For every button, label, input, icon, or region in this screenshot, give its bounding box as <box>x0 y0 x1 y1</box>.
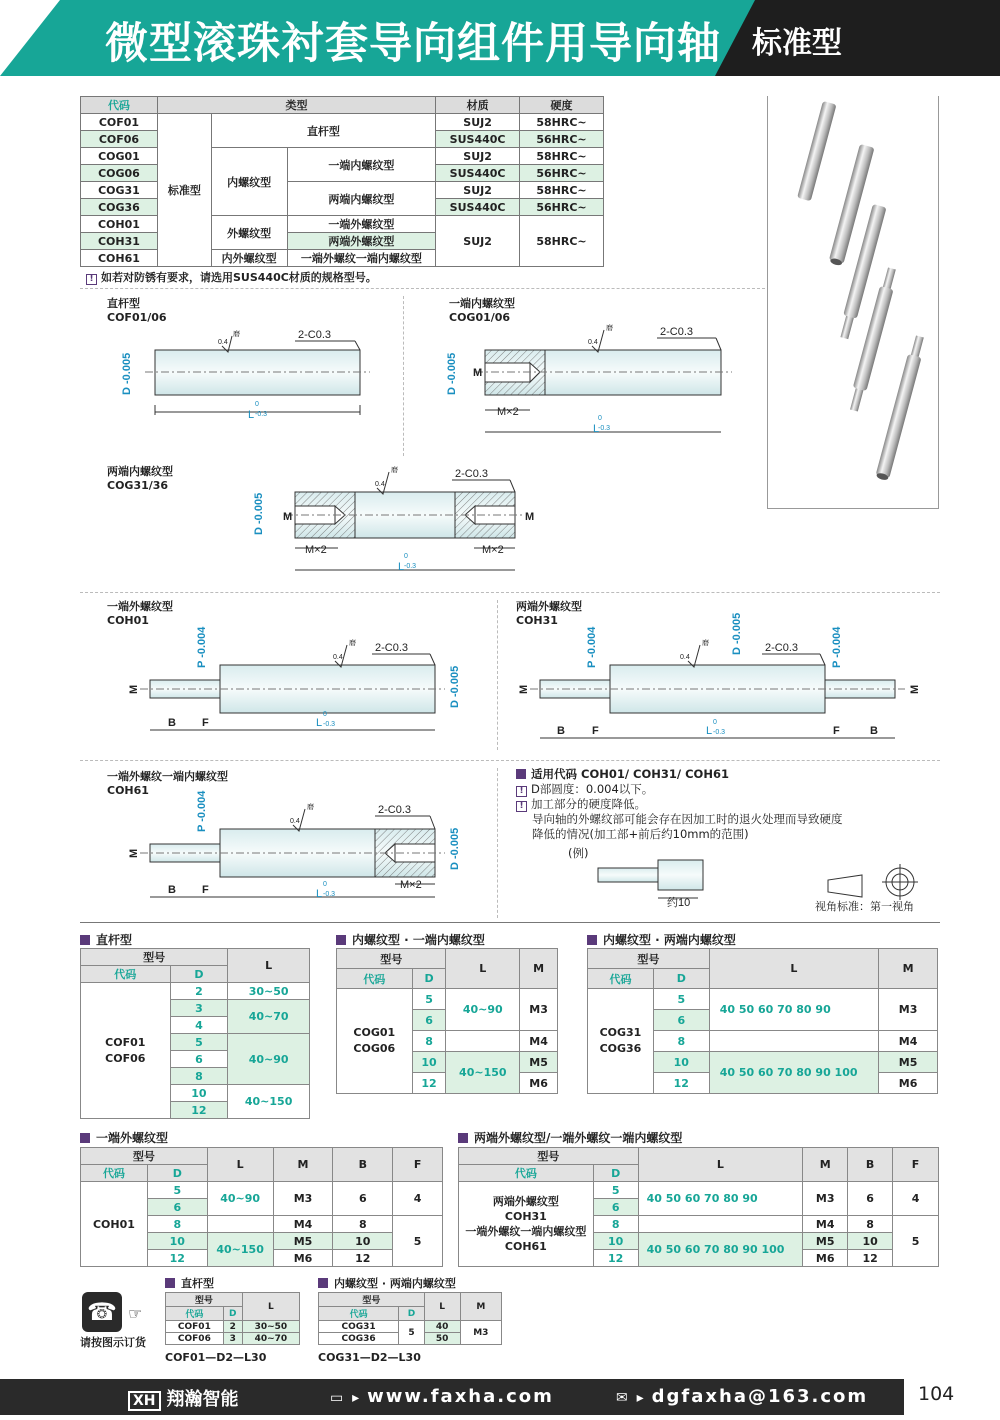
svg-text:L: L <box>248 409 255 421</box>
svg-text:D -0.005: D -0.005 <box>449 827 461 870</box>
diagram-one-internal-title: 一端内螺纹型 COG01/06 <box>449 297 515 324</box>
svg-text:约10: 约10 <box>667 897 691 909</box>
svg-text:0: 0 <box>323 711 327 718</box>
table-two-external: 型号 L M B F 代码 D 两端外螺纹型 COH31 一端外螺纹一端内螺纹型 COH61 5 40 50 60 70 80 90 M3 6 4 6 8 M4 8 5 10 40 50 60 70 80 90 100 M5 10 12 M6 12 <box>458 1147 939 1267</box>
code-cell: COG31 COG36 <box>588 989 654 1094</box>
svg-text:B: B <box>168 884 176 896</box>
svg-text:磨: 磨 <box>702 640 709 647</box>
order-ex2-title: 内螺纹型 · 两端内螺纹型 <box>318 1275 456 1291</box>
code-cell: COH01 <box>81 1182 148 1267</box>
svg-text:-0.3: -0.3 <box>713 729 726 736</box>
page-number: 104 <box>918 1383 955 1405</box>
section-two-external: 两端外螺纹型/一端外螺纹一端内螺纹型 <box>458 1129 682 1146</box>
svg-text:磨: 磨 <box>391 467 398 474</box>
svg-text:F: F <box>592 725 599 737</box>
monitor-icon: ▭ ▸ <box>330 1390 362 1406</box>
svg-text:P -0.004: P -0.004 <box>831 626 843 668</box>
spec-hardness: 58HRC~ <box>520 114 604 131</box>
spec-hardness: 56HRC~ <box>520 165 604 182</box>
drawing-two-external <box>518 613 921 738</box>
svg-text:F: F <box>202 884 209 896</box>
spec-code: COH01 <box>81 216 158 233</box>
order-ex1-code: COF01—D2—L30 <box>165 1351 267 1364</box>
table-two-internal: 型号 L M 代码 D COG31 COG36 5 40 50 60 70 80 90 M3 6 8 M4 10 40 50 60 70 80 90 100 M5 12 M6 <box>587 948 938 1094</box>
svg-text:D -0.005: D -0.005 <box>446 352 458 395</box>
section-one-external: 一端外螺纹型 <box>80 1129 168 1146</box>
order-ex1-table: 型号 L 代码 D COF01 2 30~50 COF06 3 40~70 <box>165 1292 300 1345</box>
order-ex1-title: 直杆型 <box>165 1275 214 1291</box>
drawing-straight <box>121 329 370 421</box>
table-one-external: 型号 L M B F 代码 D COH01 5 40~90 M3 6 4 6 8 M4 8 5 10 40~150 M5 10 12 M6 12 <box>80 1147 443 1267</box>
footer-brand: XH 翔瀚智能 <box>128 1385 239 1411</box>
bullet-icon <box>80 1133 90 1143</box>
spec-material: SUS440C <box>436 131 520 148</box>
bullet-icon <box>80 935 90 945</box>
svg-text:L: L <box>316 888 323 900</box>
svg-text:-0.3: -0.3 <box>323 721 336 728</box>
svg-text:P -0.004: P -0.004 <box>196 790 208 832</box>
hand-icon: ☞ <box>128 1304 143 1323</box>
svg-text:0: 0 <box>255 401 259 408</box>
footer-website[interactable]: ▭ ▸ www.faxha.com <box>330 1386 554 1407</box>
spec-hardness: 56HRC~ <box>520 131 604 148</box>
code-cell: 两端外螺纹型 COH31 一端外螺纹一端内螺纹型 COH61 <box>459 1182 594 1267</box>
bullet-icon <box>318 1278 328 1288</box>
drawing-one-internal <box>446 323 732 435</box>
spec-header-hardness: 硬度 <box>520 97 604 114</box>
svg-text:0: 0 <box>404 553 408 560</box>
svg-text:M: M <box>283 511 293 523</box>
drawing-ext-int <box>128 790 461 900</box>
code-cell: COG01 COG06 <box>337 989 413 1094</box>
spec-material: SUJ2 <box>436 148 520 165</box>
view-standard: 视角标准：第一视角 <box>815 900 914 913</box>
code-cell: COF01 COF06 <box>81 983 171 1119</box>
spec-code: COG36 <box>81 199 158 216</box>
spec-type-standard: 标准型 <box>157 114 211 267</box>
table-one-internal: 型号 L M 代码 D COG01 COG06 5 40~90 M3 6 8 M4 10 40~150 M5 12 M6 <box>336 948 558 1094</box>
svg-text:0.4: 0.4 <box>290 818 300 825</box>
svg-text:M: M <box>518 684 530 694</box>
diagram-one-external-title: 一端外螺纹型 COH01 <box>107 600 173 627</box>
diagram-two-internal-title: 两端内螺纹型 COG31/36 <box>107 465 173 492</box>
svg-text:L: L <box>706 725 713 737</box>
spec-code: COH31 <box>81 233 158 250</box>
svg-text:磨: 磨 <box>233 331 240 338</box>
section-straight: 直杆型 <box>80 931 132 948</box>
spec-hardness: 56HRC~ <box>520 199 604 216</box>
svg-text:0.4: 0.4 <box>218 339 228 346</box>
spec-hardness: 58HRC~ <box>520 148 604 165</box>
svg-text:磨: 磨 <box>349 640 356 647</box>
bullet-icon <box>587 935 597 945</box>
order-caption: 请按图示订货 <box>80 1336 146 1349</box>
section-two-internal: 内螺纹型 · 两端内螺纹型 <box>587 931 736 948</box>
type-label: 标准型 <box>752 26 842 61</box>
drawing-two-internal <box>253 465 534 573</box>
drawing-one-external <box>128 626 461 730</box>
svg-text:L: L <box>398 561 405 573</box>
svg-text:M: M <box>128 684 140 694</box>
svg-text:0.4: 0.4 <box>375 481 385 488</box>
spec-material: SUJ2 <box>436 114 520 131</box>
svg-text:L: L <box>316 717 323 729</box>
svg-text:F: F <box>833 725 840 737</box>
diagram-two-external-title: 两端外螺纹型 COH31 <box>516 600 582 627</box>
warning-icon: ! <box>516 786 527 797</box>
svg-text:2-C0.3: 2-C0.3 <box>298 329 332 341</box>
spec-header-type: 类型 <box>157 97 435 114</box>
spec-material: SUS440C <box>436 199 520 216</box>
svg-text:0.4: 0.4 <box>680 654 690 661</box>
spec-sub-one-external: 一端外螺纹型 <box>287 216 436 233</box>
svg-text:2-C0.3: 2-C0.3 <box>455 468 489 480</box>
footer-email[interactable]: ✉ ▸ dgfaxha@163.com <box>616 1386 869 1407</box>
bullet-icon <box>336 935 346 945</box>
svg-text:-0.3: -0.3 <box>255 411 268 418</box>
svg-text:0: 0 <box>598 415 602 422</box>
svg-text:0: 0 <box>713 719 717 726</box>
svg-text:0.4: 0.4 <box>588 339 598 346</box>
spec-sub-ext-int: 一端外螺纹一端内螺纹型 <box>287 250 436 267</box>
svg-text:B: B <box>168 717 176 729</box>
svg-text:2-C0.3: 2-C0.3 <box>765 642 799 654</box>
svg-text:2-C0.3: 2-C0.3 <box>375 642 409 654</box>
svg-text:-0.3: -0.3 <box>404 563 417 570</box>
svg-text:-0.3: -0.3 <box>598 425 611 432</box>
spec-sub-two-external: 两端外螺纹型 <box>287 233 436 250</box>
svg-text:B: B <box>870 725 878 737</box>
spec-material: SUS440C <box>436 165 520 182</box>
svg-text:B: B <box>557 725 565 737</box>
bullet-icon <box>516 769 526 779</box>
table-straight: 型号 L 代码 D COF01 COF06 2 30~50 3 40~70 4 5 40~90 6 8 10 40~150 12 <box>80 948 310 1119</box>
spec-code: COH61 <box>81 250 158 267</box>
warning-icon: ! <box>86 274 97 285</box>
svg-text:D -0.005: D -0.005 <box>253 492 265 535</box>
notes-block: 适用代码 COH01/ COH31/ COH61 ! D部圆度：0.004以下。 ! 加工部分的硬度降低。 导向轴的外螺纹部可能会存在因加工时的退火处理而导致硬度 降低的情况(加工部+前后约10mm的范围) (例) <box>516 767 843 861</box>
svg-text:2-C0.3: 2-C0.3 <box>378 804 412 816</box>
svg-text:M×2: M×2 <box>305 544 327 556</box>
svg-text:磨: 磨 <box>606 325 613 332</box>
mail-icon: ✉ ▸ <box>616 1390 646 1406</box>
svg-text:M×2: M×2 <box>400 879 422 891</box>
spec-type-external: 外螺纹型 <box>211 216 287 250</box>
spec-code: COG01 <box>81 148 158 165</box>
spec-material: SUJ2 <box>436 216 520 267</box>
svg-text:M: M <box>525 511 535 523</box>
svg-text:0.4: 0.4 <box>333 654 343 661</box>
svg-text:M×2: M×2 <box>482 544 504 556</box>
spec-sub-one-internal: 一端内螺纹型 <box>287 148 436 182</box>
svg-text:磨: 磨 <box>307 804 314 811</box>
svg-text:M: M <box>909 684 921 694</box>
order-ex2-code: COG31—D2—L30 <box>318 1351 421 1364</box>
spec-hardness: 58HRC~ <box>520 216 604 267</box>
svg-text:M: M <box>473 367 483 379</box>
section-one-internal: 内螺纹型 · 一端内螺纹型 <box>336 931 485 948</box>
spec-sub-two-internal: 两端内螺纹型 <box>287 182 436 216</box>
spec-code: COG06 <box>81 165 158 182</box>
svg-text:0: 0 <box>323 881 327 888</box>
svg-text:L: L <box>593 423 600 435</box>
diagram-ext-int-title: 一端外螺纹一端内螺纹型 COH61 <box>107 770 228 797</box>
svg-text:D -0.005: D -0.005 <box>121 352 133 395</box>
svg-text:D -0.005: D -0.005 <box>449 665 461 708</box>
bullet-icon <box>458 1133 468 1143</box>
svg-text:P -0.004: P -0.004 <box>196 626 208 668</box>
spec-type-inout: 内外螺纹型 <box>211 250 287 267</box>
spec-hardness: 58HRC~ <box>520 182 604 199</box>
svg-text:F: F <box>202 717 209 729</box>
order-ex2-table: 型号 L M 代码 D COG31 5 40 M3 COG36 50 <box>318 1292 502 1345</box>
warning-icon: ! <box>516 801 527 812</box>
svg-text:D -0.005: D -0.005 <box>731 612 743 655</box>
page-title: 微型滚珠衬套导向组件用导向轴 <box>105 19 721 69</box>
spec-code: COF01 <box>81 114 158 131</box>
spec-note: ! 如若对防锈有要求，请选用SUS440C材质的规格型号。 <box>86 269 377 285</box>
svg-text:-0.3: -0.3 <box>323 891 336 898</box>
svg-text:2-C0.3: 2-C0.3 <box>660 326 694 338</box>
bullet-icon <box>165 1278 175 1288</box>
spec-type-straight: 直杆型 <box>211 114 435 148</box>
spec-code: COF06 <box>81 131 158 148</box>
phone-icon: ☎ <box>82 1292 122 1332</box>
svg-text:M: M <box>128 848 140 858</box>
spec-code: COG31 <box>81 182 158 199</box>
svg-text:P -0.004: P -0.004 <box>586 626 598 668</box>
svg-text:M×2: M×2 <box>497 406 519 418</box>
page-footer <box>0 1377 1000 1420</box>
spec-header-material: 材质 <box>436 97 520 114</box>
spec-type-internal: 内螺纹型 <box>211 148 287 216</box>
spec-header-code: 代码 <box>81 97 158 114</box>
diagram-straight-title: 直杆型 COF01/06 <box>107 297 167 324</box>
spec-material: SUJ2 <box>436 182 520 199</box>
